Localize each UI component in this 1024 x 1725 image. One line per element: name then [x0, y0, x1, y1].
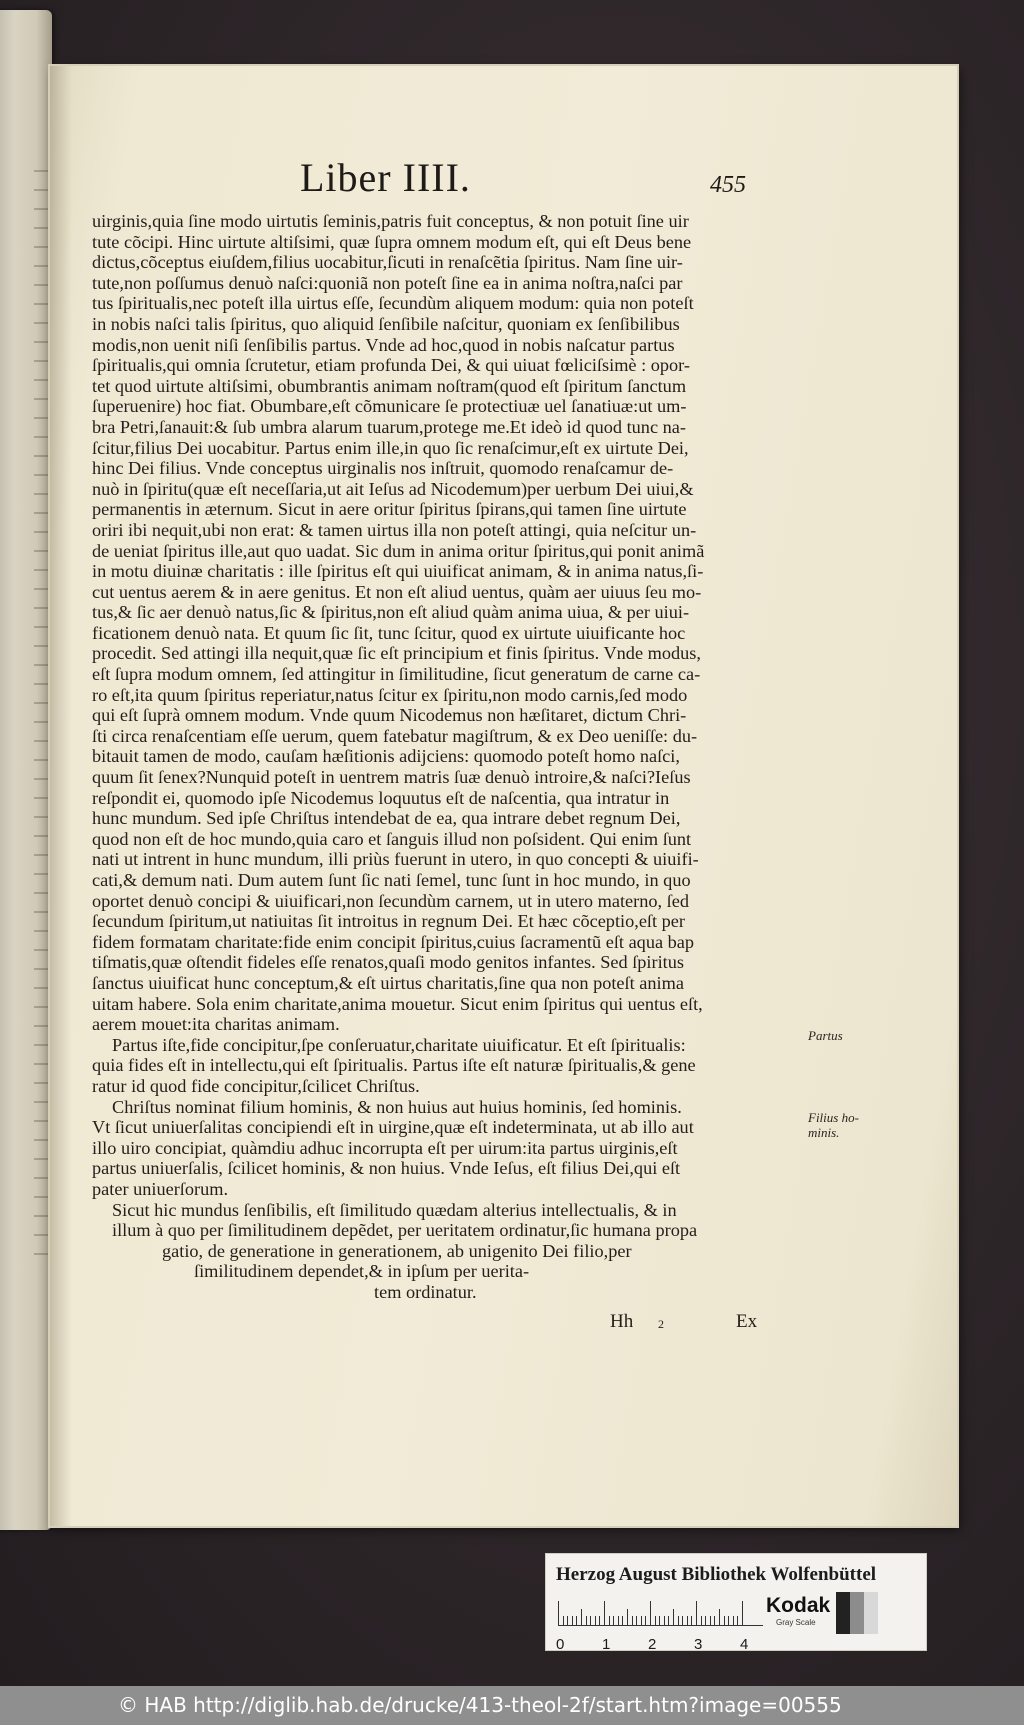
closing-paragraph — [92, 1200, 807, 1303]
running-head: Liber IIII. — [300, 155, 471, 200]
text-line: illo uiro concipiat, quàmdiu adhuc incorrupta eſt per uirum:ita partus uirginis,eſt — [92, 1137, 678, 1158]
text-line: quum ſit ſenex?Nunquid poteſt in uentrem matris ſuæ denuò introire,& naſci?Ieſus — [92, 767, 691, 788]
copyright-url: © HAB http://diglib.hab.de/drucke/413-theol-2f/start.htm?image=00555 — [118, 1693, 842, 1717]
catchword: Ex — [736, 1311, 758, 1332]
text-line: reſpondit ei, quomodo ipſe Nicodemus loquutus eſt de naſcentia, qua intratur in — [92, 787, 670, 808]
gray-swatch-mid — [850, 1592, 864, 1634]
text-line: tiſmatis,quæ oſtendit fideles eſſe renatos,quaſi modo genitos infantes. Sed ſpiritus — [92, 952, 685, 973]
text-line: ſcitur,filius Dei uocabitur. Partus enim ille,in quo ſic renaſcimur,eſt ex uirtute Dei, — [92, 437, 689, 458]
previous-page-edge — [0, 10, 52, 1530]
text-line: pater uniuerſorum. — [92, 1178, 229, 1199]
ruler-scale — [558, 1600, 763, 1626]
text-line: aerem mouet:ita charitas animam. — [92, 1014, 340, 1035]
page-number: 455 — [710, 172, 746, 198]
ruler-tick — [742, 1601, 743, 1625]
ruler-tick — [714, 1616, 715, 1625]
text-line: tute,non poſſumus denuò naſci:quoniã non poteſt ſine ea in anima noſtra,naſci par — [92, 272, 683, 293]
ruler-tick — [586, 1616, 587, 1625]
text-line: ratur id quod fide concipitur,ſcilicet Chriſtus. — [92, 1075, 420, 1096]
closing-line: ſimilitudinem dependet,& in ipſum per uerita- — [194, 1261, 530, 1282]
ruler-tick — [632, 1616, 633, 1625]
ruler-tick — [701, 1616, 702, 1625]
text-line: de ueniat ſpiritus ille,aut quo uadat. Sic dum in anima oritur ſpiritus,qui ponit animã — [92, 540, 705, 561]
text-line: Vt ſicut uniuerſalitas concipiendi eſt in uirgine,quæ eſt indeterminata, ut ab illo aut — [92, 1117, 694, 1138]
ruler-tick — [737, 1616, 738, 1625]
signature-number: 2 — [658, 1317, 664, 1331]
text-line: nati ut intrent in hunc mundum, illi priùs fuerunt in utero, in quo concepti & uiuifi- — [92, 849, 699, 870]
body-text — [92, 211, 807, 1302]
ruler-tick — [595, 1616, 596, 1625]
ruler-tick — [645, 1616, 646, 1625]
ruler-tick — [641, 1616, 642, 1625]
ruler-tick — [622, 1616, 623, 1625]
text-line: ſanctus uiuificat hunc conceptum,& eſt uirtus charitatis,ſine qua non poteſt anima — [92, 972, 684, 993]
text-line: in nobis naſci talis ſpiritus, quo aliquid ſenſibile naſcitur, quoniam ex ſenſibilibus — [92, 313, 680, 334]
ruler-tick — [728, 1616, 729, 1625]
text-line: dictus,cõceptus eiuſdem,filius uocabitur,ſicuti in renaſcẽtia ſpiritus. Nam ſine uir- — [92, 252, 683, 273]
signature-letters: Hh — [610, 1311, 634, 1332]
closing-line: gatio, de generatione in generationem, ab unigenito Dei filio,per — [162, 1240, 632, 1261]
text-line: permanentis in æternum. Sicut in aere oritur ſpiritus ſpirans,qui tamen ſine uirtute — [92, 499, 687, 520]
ruler-tick — [636, 1616, 637, 1625]
ruler-number: 4 — [740, 1636, 749, 1653]
text-line: ſti circa renaſcentiam eſſe uerum, quem fatebatur magiſtrum, & ex Deo ueniſſe: du- — [92, 725, 698, 746]
ruler-tick — [613, 1616, 614, 1625]
text-line: procedit. Sed attingi illa nequit,quæ ſic eſt principium et finis ſpiritus. Vnde modus, — [92, 643, 701, 664]
text-line: eſt ſupra modum omnem, ſed attingitur in ſimilitudine, ſicut generatum de carne ca- — [92, 664, 701, 685]
ruler-tick — [678, 1616, 679, 1625]
text-line: oportet denuò concipi & uiuificari,non ſecundùm carnem, ut in utero materno, ſed — [92, 890, 690, 911]
text-line: ficationem denuò nata. Et quum ſic ſit, tunc ſcitur, quod ex uirtute uiuificante hoc — [92, 622, 686, 643]
ruler-tick — [590, 1616, 591, 1625]
ruler-number: 3 — [694, 1636, 703, 1653]
ruler-tick — [655, 1616, 656, 1625]
ruler-tick — [719, 1609, 720, 1625]
ruler-number: 2 — [648, 1636, 657, 1653]
footer-bar — [0, 1686, 1024, 1725]
library-color-chart-label — [545, 1553, 927, 1651]
text-line: uitam habere. Sola enim charitate,anima mouetur. Sicut enim ſpiritus qui uentus eſt, — [92, 993, 703, 1014]
text-line: tet quod uirtute altiſsimi, obumbrantis animam noſtram(quod eſt ſpiritum ſanctum — [92, 375, 687, 396]
ruler-tick — [618, 1616, 619, 1625]
text-line: quod non eſt de hoc mundo,quia caro et ſanguis illud non poſsident. Qui enim ſunt — [92, 828, 692, 849]
gray-swatch-light — [864, 1592, 878, 1634]
ruler-tick — [576, 1616, 577, 1625]
ruler-tick — [673, 1609, 674, 1625]
ruler-tick — [664, 1616, 665, 1625]
marginal-note-filius-hominis: Filius ho- minis. — [808, 1110, 859, 1140]
text-line: modis,non uenit niſi ſenſibilis partus. Vnde ad hoc,quod in nobis naſcatur partus — [92, 334, 675, 355]
text-line: ſecundum ſpiritum,ut natiuitas ſit introitus in regnum Dei. Et hæc cõceptio,eſt per — [92, 911, 686, 932]
text-line: hunc mundum. Sed ipſe Chriſtus intendebat de ea, qua intrare debet regnum Dei, — [92, 808, 681, 829]
text-line: nuò in ſpiritu(quæ eſt neceſſaria,ut ait Ieſus ad Nicodemum)per uerbum Dei uiui,& — [92, 478, 694, 499]
ruler-tick — [691, 1616, 692, 1625]
text-line: uirginis,quia ſine modo uirtutis ſeminis,patris fuit conceptus, & non potuit ſine uir — [92, 211, 689, 231]
text-line: ſpiritualis,qui omnia ſcrutetur, etiam profunda Dei, & qui uiuat fœliciſsimè : opor- — [92, 355, 690, 376]
ruler-tick — [572, 1616, 573, 1625]
ruler-tick — [659, 1616, 660, 1625]
closing-line: Sicut hic mundus ſenſibilis, eſt ſimilitudo quædam alterius intellectualis, & in — [112, 1199, 677, 1220]
book-page — [50, 66, 957, 1526]
text-line: hinc Dei filius. Vnde conceptus uirginalis nos inſtruit, quomodo renaſcamur de- — [92, 458, 674, 479]
library-name: Herzog August Bibliothek Wolfenbüttel — [556, 1564, 877, 1585]
ruler-tick — [696, 1601, 697, 1625]
text-line: Chriſtus nominat filium hominis, & non huius aut huius hominis, ſed hominis. — [112, 1096, 682, 1117]
ruler-tick — [563, 1616, 564, 1625]
ruler-tick — [682, 1616, 683, 1625]
ruler-tick — [650, 1601, 651, 1625]
text-line: Partus iſte,fide concipitur,ſpe conſeruatur,charitate uiuificatur. Et eſt ſpiritualis: — [112, 1034, 686, 1055]
ruler-tick — [567, 1616, 568, 1625]
ruler-tick — [687, 1616, 688, 1625]
closing-line: tem ordinatur. — [374, 1281, 477, 1302]
ruler-tick — [724, 1616, 725, 1625]
ruler-tick — [604, 1601, 605, 1625]
ruler-tick — [627, 1609, 628, 1625]
ruler-tick — [710, 1616, 711, 1625]
text-line: partus uniuerſalis, ſcilicet hominis, & non huius. Vnde Ieſus, eſt filius Dei,qui eſt — [92, 1158, 681, 1179]
text-line: bra Petri,ſanauit:& ſub umbra alarum tuarum,protege me.Et ideò id quod tunc na- — [92, 416, 686, 437]
text-line: qui eſt ſuprà omnem modum. Vnde quum Nicodemus non hæſitaret, dictum Chri- — [92, 705, 687, 726]
text-line: ro eſt,ita quum ſpiritus reperiatur,natus ſcitur ex ſpiritu,non modo carnis,ſed modo — [92, 684, 688, 705]
text-line: oriri ibi nequit,ubi non erat: & tamen uirtus illa non poteſt attingi, quia neſcitur un- — [92, 519, 697, 540]
text-line: ſuperuenire) hoc fiat. Obumbare,eſt cõmunicare ſe protectiuæ uel ſanatiuæ:ut um- — [92, 396, 687, 417]
ruler-tick — [705, 1616, 706, 1625]
text-line: tute cõcipi. Hinc uirtute altiſsimi, quæ ſupra omnem modum eſt, qui eſt Deus bene — [92, 231, 692, 252]
closing-line: illum à quo per ſimilitudinem depẽdet, per ueritatem ordinatur,ſic humana propa — [112, 1220, 698, 1241]
text-line: in motu diuinæ charitatis : ille ſpiritus eſt qui uiuificat animam, & in anima natus,ſi- — [92, 561, 704, 582]
signature-mark — [610, 1311, 780, 1335]
ruler-tick — [668, 1616, 669, 1625]
marginal-note-partus: Partus — [808, 1028, 843, 1043]
ruler-number: 1 — [602, 1636, 611, 1653]
text-line: bitauit tamen de modo, cauſam hæſitionis adijciens: quomodo poteſt homo naſci, — [92, 746, 680, 767]
ruler-tick — [558, 1601, 559, 1625]
text-line: tus ſpiritualis,nec poteſt illa uirtus eſſe, ſecundùm aliquem modum: quia non poteſt — [92, 293, 694, 314]
ruler-tick — [609, 1616, 610, 1625]
gray-swatch-dark — [836, 1592, 850, 1634]
ruler-number: 0 — [556, 1636, 565, 1653]
text-line: quia fides eſt in intellectu,qui eſt ſpiritualis. Partus iſte eſt naturæ ſpiritualis,& gene — [92, 1055, 696, 1076]
kodak-logo: Kodak Gray Scale — [766, 1594, 831, 1627]
ruler-tick — [599, 1616, 600, 1625]
text-line: cati,& demum nati. Dum autem ſunt ſic nati ſemel, tunc ſunt in hoc mundo, in quo — [92, 870, 691, 890]
text-line: fidem formatam charitate:fide enim concipit ſpiritus,cuius ſacramentũ eſt aqua bap — [92, 931, 695, 952]
ruler-tick — [581, 1609, 582, 1625]
ruler-tick — [733, 1616, 734, 1625]
text-line: tus,& ſic aer denuò natus,ſic & ſpiritus,non eſt aliud quàm anima uiua, & per uiui- — [92, 602, 690, 623]
text-line: cut uentus aerem & in aere genitus. Et non eſt aliud uentus, quàm aer uiuus ſeu mo- — [92, 581, 702, 602]
